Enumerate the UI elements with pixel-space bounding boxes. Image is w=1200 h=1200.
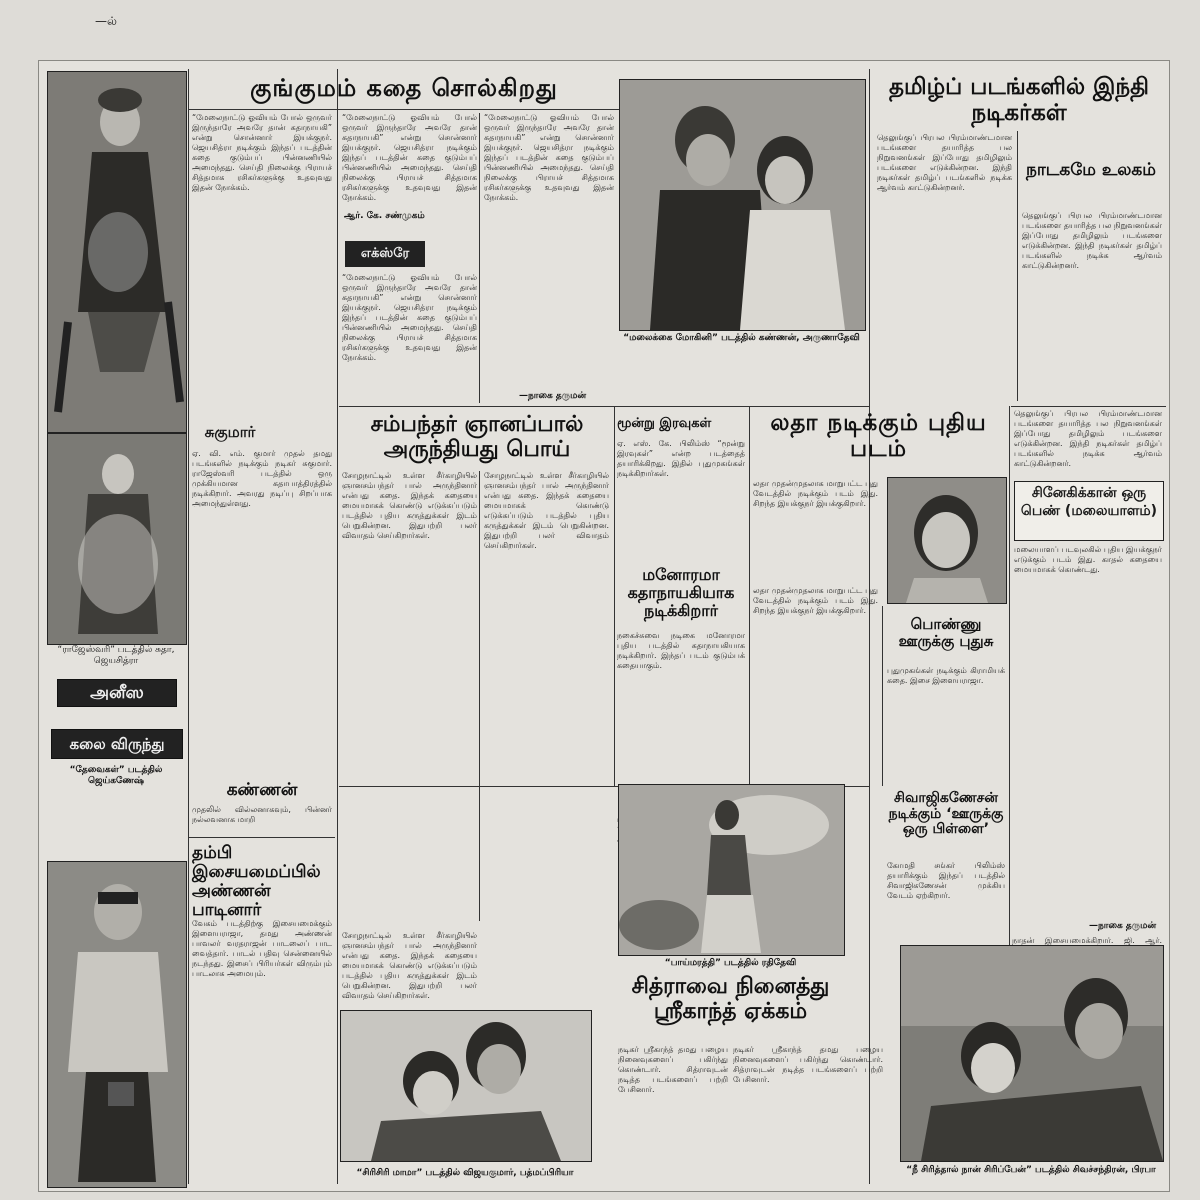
- cinema-malayalam-heading: சினேகிக்கான் ஒரு பெண் (மலையாளம்): [1014, 481, 1164, 541]
- kungumam-article-col3: “மேலைநாட்டு ஓவியம் போல் ஒருவர் இருந்தாரே அவரே தான் கதாநாயகி” என்று சொன்னார் இயக்குநர். ஜெயசித்ரா நடிக்கும் இந்தப் படத்தின் கதை குடும்பப் பின்னணியில் அமைந்தது. செய்தி நிலைக்கு பிராயச் சித்தமாக ரசிகர்களுக்கு உதவுவது இதன் நோக்கம்.: [342, 273, 477, 362]
- photo-jaiganesh: [47, 861, 187, 1188]
- manorama-heading: மனோரமா கதாநாயகியாக நடிக்கிறார்: [627, 565, 735, 620]
- sithravai-headline: சித்ராவை நினைத்து ஸ்ரீகாந்த் ஏக்கம்: [631, 974, 830, 1024]
- page-mark: —ல்: [95, 14, 117, 28]
- column-rule: [1009, 406, 1010, 956]
- divider: [189, 109, 619, 110]
- column-rule: [1017, 131, 1018, 401]
- sivaji-heading: சிவாஜிகணேசன் நடிக்கும் ‘ஊருக்கு ஒரு பிள்ளை’: [888, 790, 1004, 838]
- small-right-article: நாதன் இசையமைக்கிறார். ஜி. ஆர்.: [1012, 936, 1162, 945]
- tamil-hindi-article-col1: தெலுங்குப் பிரபல பிரம்மாண்டமான படங்களை தயாரித்த பல நிறுவனங்கள் இப்போது தமிழிலும் படங்களை எடுக்கின்றன. இந்தி நடிகர்கள் தமிழ்ப் படங்களில் நடிக்க ஆர்வம் காட்டுகின்றனர்.: [877, 133, 1012, 192]
- column-rule: [479, 113, 480, 403]
- sambandar-article-col1: சோழநாட்டில் உள்ள சீர்காழியில் ஞானசம்பந்தர் பால் அருந்தினார் என்பது கதை. இந்தக் கதையை மையமாகக் கொண்டு எடுக்கப்படும் படத்தில் புதிய கருத்துக்கள் இடம் பெறுகின்றன. இதுபற்றி பலர் விவாதம் செய்கிறார்கள்.: [342, 471, 477, 540]
- kannan-article: முதலில் வில்லனாகவும், பின்னர் நல்லவனாக மாறி: [192, 805, 332, 824]
- kungumam-author: ஆர். கே. சண்முகம்: [344, 211, 425, 221]
- sambandar-article-col3: சோழநாட்டில் உள்ள சீர்காழியில் ஞானசம்பந்தர் பால் அருந்தினார் என்பது கதை. இந்தக் கதையை மையமாகக் கொண்டு எடுக்கப்படும் படத்தில் புதிய கருத்துக்கள் இடம் பெறுகின்றன. இதுபற்றி பலர் விவாதம் செய்கிறார்கள்.: [342, 931, 477, 1000]
- photo-sivachandran-prabha: [900, 945, 1164, 1162]
- photo-caption: “ராஜேஸ்வரி” படத்தில் சுதா, ஜெயசித்ரா: [57, 645, 175, 666]
- kungumam-article-col1: “மேலைநாட்டு ஓவியம் போல் ஒருவர் இருந்தாரே அவரே தான் கதாநாயகி” என்று சொன்னார் இயக்குநர். ஜெயசித்ரா நடிக்கும் இந்தப் படத்தின் கதை குடும்பப் பின்னணியில் அமைந்தது. செய்தி நிலைக்கு பிராயச் சித்தமாக ரசிகர்களுக்கு உதவுவது இதன் நோக்கம்.: [192, 113, 332, 192]
- column-rule: [337, 69, 338, 1184]
- moondru-iravugal-heading: மூன்று இரவுகள்: [617, 416, 712, 431]
- photo-vijayakumar-padmapriya: [340, 1010, 592, 1162]
- latha-article-col1: லதா முதன்முதலாக மாறுபட்ட புது வேடத்தில் நடிக்கும் படம் இது. சிறந்த இயக்குநர் இயக்குகிறார்.: [753, 479, 878, 508]
- divider: [339, 406, 869, 407]
- banner-kalai-virundhu: கலை விருந்து: [51, 729, 183, 759]
- sithravai-article-col2: நடிகர் ஸ்ரீகாந்த் தமது பழைய நினைவுகளைப் பகிர்ந்து கொண்டார். சித்ராவுடன் நடித்த படங்களைப் பற்றி பேசினார்.: [733, 1045, 883, 1084]
- tamil-hindi-headline: தமிழ்ப் படங்களில் இந்தி நடிகர்கள்: [888, 74, 1150, 126]
- sivaji-article: கோமதி சங்கர் பிலிம்ஸ் தயாரிக்கும் இந்தப் படத்தில் சிவாஜிகணேசன் முக்கிய வேடம் ஏற்கிறார்.: [887, 861, 1005, 900]
- xray-logo: எக்ஸ்ரே: [345, 241, 425, 267]
- nadagame-ulagam-heading: நாடகமே உலகம்: [1026, 160, 1156, 180]
- kannan-heading: கண்ணன்: [226, 780, 298, 800]
- moondru-iravugal-article: ஏ. எஸ். கே. பிலிம்ஸ் “மூன்று இரவுகள்” என்ற படத்தைத் தயாரிக்கிறது. இதில் புதுமுகங்கள் நடிக்கிறார்கள்.: [617, 439, 745, 478]
- thambi-heading: தம்பி இசையமைப்பில் அண்ணன் பாடினார்: [192, 843, 321, 921]
- byline: —நாகை தருமன்: [519, 391, 587, 401]
- photo-caption: “நீ சிரித்தால் நான் சிரிப்பேன்” படத்தில் சிவச்சந்திரன், பிரபா: [906, 1165, 1156, 1175]
- divider: [1011, 406, 1166, 407]
- sithravai-article-col1: நடிகர் ஸ்ரீகாந்த் தமது பழைய நினைவுகளைப் பகிர்ந்து கொண்டார். சித்ராவுடன் நடித்த படங்களைப் பற்றி பேசினார்.: [618, 1045, 728, 1094]
- photo-dancer: [47, 71, 187, 433]
- column-rule: [749, 406, 750, 786]
- photo-caption: “மலைக்கை மோகினி” படத்தில் கண்ணன், அருணாதேவி: [623, 333, 860, 343]
- cinema-malayalam-article: மலையாளப் படவுலகில் புதிய இயக்குநர் எடுக்கும் படம் இது. காதல் கதையை மையமாகக் கொண்டது.: [1014, 545, 1162, 574]
- photo-caption: “தேவைகள்” படத்தில் ஜெய்கணேஷ்: [69, 765, 163, 786]
- photo-caption: “பாய்மரத்தி” படத்தில் ரதிதேவி: [664, 958, 797, 968]
- latha-article-col2: லதா முதன்முதலாக மாறுபட்ட புது வேடத்தில் நடிக்கும் படம் இது. சிறந்த இயக்குநர் இயக்குகிறார்.: [753, 586, 878, 615]
- photo-sudha-jayachitra: [47, 433, 187, 645]
- sukumar-heading: சுகுமார்: [204, 423, 256, 441]
- ponnu-heading: பொண்ணு ஊருக்கு புதுசு: [898, 615, 994, 650]
- latha-headline: லதா நடிக்கும் புதிய படம்: [770, 410, 987, 462]
- byline: —நாகை தருமன்: [1089, 921, 1157, 931]
- kungumam-article-col4: “மேலைநாட்டு ஓவியம் போல் ஒருவர் இருந்தாரே அவரே தான் கதாநாயகி” என்று சொன்னார் இயக்குநர். ஜெயசித்ரா நடிக்கும் இந்தப் படத்தின் கதை குடும்பப் பின்னணியில் அமைந்தது. செய்தி நிலைக்கு பிராயச் சித்தமாக ரசிகர்களுக்கு உதவுவது இதன் நோக்கம்.: [484, 113, 614, 202]
- banner-anees: அனீஸ: [57, 679, 177, 707]
- column-rule: [479, 471, 480, 921]
- column-rule: [882, 606, 883, 786]
- sambandar-headline: சம்பந்தர் ஞானப்பால் அருந்தியது பொய்: [370, 412, 584, 462]
- thambi-article: வேகம் படத்திற்கு இசையமைக்கும் இளையராஜா, தமது அண்ணன் பாவலர் வரதராஜன் பாடலைப் பாட வைத்தார். பாடல் பதிவு சென்னையில் நடந்தது. இசைப் பிரியர்கள் விரும்பும் பாடலாக அமையும்.: [192, 919, 332, 978]
- column-rule: [614, 406, 615, 786]
- photo-latha: [887, 477, 1007, 604]
- photo-rathidevi: [618, 784, 845, 956]
- ponnu-article: புதுமுகங்கள் நடிக்கும் கிராமியக் கதை. இசை இளையராஜா.: [887, 666, 1005, 685]
- sukumar-article: ஏ. வி. எம். குமார் முதல் தமது படங்களில் நடிக்கும் நடிகர் சுகுமார். ராஜேஸ்வரி படத்தில் ஒரு முக்கியமான கதாபாத்திரத்தில் நடிக்கிறார். அவரது நடிப்பு சிறப்பாக அமைந்துள்ளது.: [192, 449, 332, 508]
- tamil-hindi-article-col3: தெலுங்குப் பிரபல பிரம்மாண்டமான படங்களை தயாரித்த பல நிறுவனங்கள் இப்போது தமிழிலும் படங்களை எடுக்கின்றன. இந்தி நடிகர்கள் தமிழ்ப் படங்களில் நடிக்க ஆர்வம் காட்டுகின்றனர்.: [1014, 409, 1162, 468]
- kungumam-article-col2: “மேலைநாட்டு ஓவியம் போல் ஒருவர் இருந்தாரே அவரே தான் கதாநாயகி” என்று சொன்னார் இயக்குநர். ஜெயசித்ரா நடிக்கும் இந்தப் படத்தின் கதை குடும்பப் பின்னணியில் அமைந்தது. செய்தி நிலைக்கு பிராயச் சித்தமாக ரசிகர்களுக்கு உதவுவது இதன் நோக்கம்.: [342, 113, 477, 202]
- divider: [189, 837, 335, 838]
- sambandar-article-col2: சோழநாட்டில் உள்ள சீர்காழியில் ஞானசம்பந்தர் பால் அருந்தினார் என்பது கதை. இந்தக் கதையை மையமாகக் கொண்டு எடுக்கப்படும் படத்தில் புதிய கருத்துக்கள் இடம் பெறுகின்றன. இதுபற்றி பலர் விவாதம் செய்கிறார்கள்.: [484, 471, 609, 550]
- tamil-hindi-article-col2: தெலுங்குப் பிரபல பிரம்மாண்டமான படங்களை தயாரித்த பல நிறுவனங்கள் இப்போது தமிழிலும் படங்களை எடுக்கின்றன. இந்தி நடிகர்கள் தமிழ்ப் படங்களில் நடிக்க ஆர்வம் காட்டுகின்றனர்.: [1022, 211, 1162, 270]
- photo-caption: “சிரிசிரி மாமா” படத்தில் விஜயகுமார், பத்மப்பிரியா: [356, 1168, 574, 1178]
- kungumam-headline: குங்குமம் கதை சொல்கிறது: [250, 74, 558, 102]
- photo-kannan-arunadevi: [619, 79, 866, 331]
- column-rule: [188, 69, 189, 1184]
- manorama-article: நகைச்சுவை நடிகை மனோரமா புதிய படத்தில் கதாநாயகியாக நடிக்கிறார். இந்தப் படம் குடும்பக் கதையாகும்.: [617, 631, 745, 670]
